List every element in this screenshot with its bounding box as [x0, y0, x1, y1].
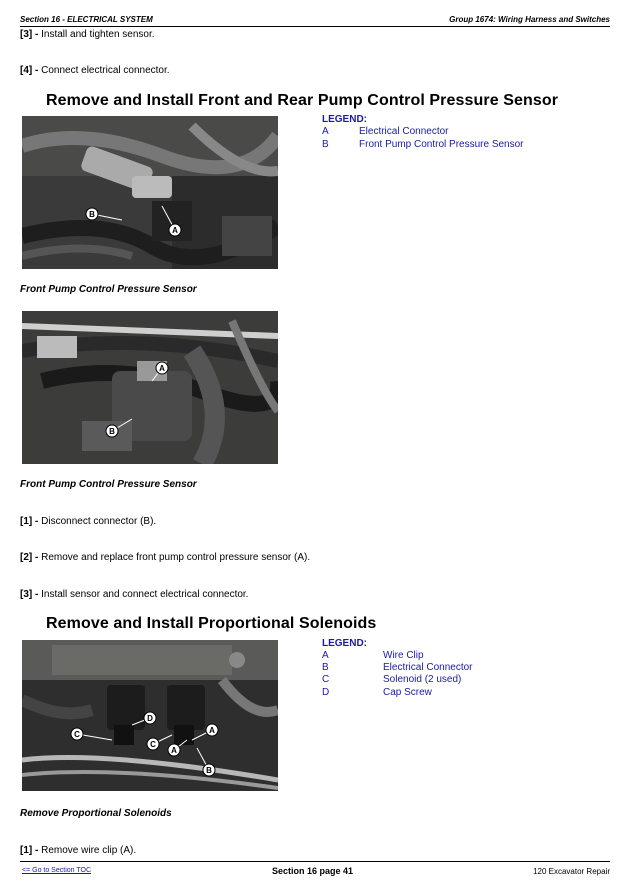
callout-a: A: [209, 726, 215, 735]
header-group: Group 1674: Wiring Harness and Switches: [449, 15, 610, 24]
photo-caption-1: Front Pump Control Pressure Sensor: [20, 284, 197, 295]
header-section: Section 16 - ELECTRICAL SYSTEM: [20, 15, 153, 24]
callout-b: B: [109, 427, 115, 436]
legend-title-2: LEGEND:: [322, 638, 367, 649]
legend-key-c: C: [322, 674, 330, 685]
section-title-pump-sensor: Remove and Install Front and Rear Pump Control Pressure Sensor: [46, 92, 559, 109]
callout-b: B: [206, 766, 212, 775]
photo-caption-3: Remove Proportional Solenoids: [20, 808, 172, 819]
callout-b: B: [89, 210, 95, 219]
callout-a: A: [159, 364, 165, 373]
footer-rule: [20, 861, 610, 862]
legend-key-b: B: [322, 139, 329, 150]
callout-c: C: [74, 730, 80, 739]
legend-title-1: LEGEND:: [322, 114, 367, 125]
step-solenoid-1: [1] - Remove wire clip (A).: [20, 845, 137, 856]
step-top-3: [3] - Install and tighten sensor.: [20, 29, 155, 40]
legend-key-d: D: [322, 687, 330, 698]
manual-title: 120 Excavator Repair: [533, 867, 610, 876]
page-number: Section 16 page 41: [272, 866, 354, 876]
legend-label-c: Solenoid (2 used): [383, 674, 462, 685]
legend-label-a: Electrical Connector: [359, 126, 449, 137]
legend-label-d: Cap Screw: [383, 687, 432, 698]
photo-proportional-solenoids: [22, 640, 278, 791]
callout-a: A: [171, 746, 177, 755]
header-rule: [20, 26, 610, 27]
legend-label-b: Front Pump Control Pressure Sensor: [359, 139, 524, 150]
callout-d: D: [147, 714, 153, 723]
photo-caption-2: Front Pump Control Pressure Sensor: [20, 479, 197, 490]
section-title-solenoids: Remove and Install Proportional Solenoids: [46, 615, 377, 632]
legend-label-a: Wire Clip: [383, 650, 424, 661]
photo-front-pump-sensor-1: [22, 116, 278, 269]
legend-key-b: B: [322, 662, 329, 673]
legend-key-a: A: [322, 126, 329, 137]
callout-c: C: [150, 740, 156, 749]
photo-front-pump-sensor-2: [22, 311, 278, 464]
legend-label-b: Electrical Connector: [383, 662, 473, 673]
callout-a: A: [172, 226, 178, 235]
legend-key-a: A: [322, 650, 329, 661]
step-1: [1] - Disconnect connector (B).: [20, 516, 157, 527]
step-3: [3] - Install sensor and connect electrical connector.: [20, 589, 249, 600]
step-top-4: [4] - Connect electrical connector.: [20, 65, 170, 76]
step-2: [2] - Remove and replace front pump control pressure sensor (A).: [20, 552, 311, 563]
section-toc-link[interactable]: <= Go to Section TOC: [22, 867, 92, 874]
